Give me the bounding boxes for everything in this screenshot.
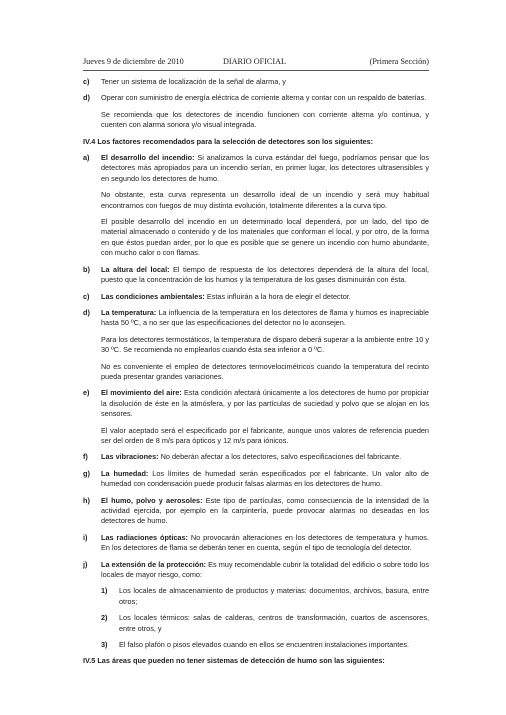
paragraph: Para los detectores termostáticos, la temperatura de disparo deberá superar a la ambiente entre 10 y 30 ºC. Se recomienda no emplearlos cuando ésta sea inferior a 0 ºC. xyxy=(101,334,429,355)
item-label: c) xyxy=(83,77,90,86)
paragraph: No es conveniente el empleo de detectores termovelocimétricos cuando la temperatura del recinto pueda presentar grandes variaciones. xyxy=(101,361,429,381)
sub-item-label: 2) xyxy=(101,613,108,623)
item-label: b) xyxy=(83,264,90,274)
factor-item xyxy=(83,292,429,302)
item-title: Las radiaciones ópticas: xyxy=(101,532,188,542)
sub-item-label: 1) xyxy=(101,586,108,596)
list-item xyxy=(83,77,429,87)
item-label: d) xyxy=(83,307,90,317)
factor-item xyxy=(83,533,429,554)
factor-item xyxy=(83,560,429,581)
factor-item xyxy=(83,452,429,462)
sub-item-text: Los locales térmicos: salas de calderas, centros de transformación, cuartos de ascensores, entre otros, y xyxy=(119,613,429,633)
list-item xyxy=(83,93,429,103)
document-body xyxy=(83,77,429,673)
sub-item-label: 3) xyxy=(101,640,108,650)
note-paragraph: Se recomienda que los detectores de incendio funcionen con corriente alterna y/o continua, y cuenten con alarma sonora y/o visual integrada. xyxy=(101,109,429,130)
paragraph: El posible desarrollo del incendio en un determinado local dependerá, por un lado, del tipo de material almacenado o contenido y de los materiales que conforman el local, y por otro, de la forma en que éstos puedan arder, por lo que es posible que se genere un incendio con humo abundante, con mucho calor o con flamas. xyxy=(101,217,429,258)
item-label: e) xyxy=(83,388,90,398)
header-rule xyxy=(83,70,429,71)
item-label: d) xyxy=(83,93,90,103)
item-label: f) xyxy=(83,452,88,462)
factor-item xyxy=(83,388,429,419)
sub-list-item xyxy=(83,640,429,650)
item-text: Esta condición afectará únicamente a los detectores de humo por propiciar la disolución de éste en la atmósfera, y por las partículas de suciedad y polvo que se alojan en los sensores. xyxy=(101,388,429,419)
item-title: La temperatura: xyxy=(101,307,157,317)
header-date: Jueves 9 de diciembre de 2010 xyxy=(83,57,184,66)
item-label: j) xyxy=(83,559,88,569)
item-text: La influencia de la temperatura en los detectores de flama y humos es inapreciable hasta 50 ºC, a no ser que las especificaciones del detector no lo aconsejen. xyxy=(101,307,429,328)
item-title: Las vibraciones: xyxy=(101,452,159,462)
item-title: Las condiciones ambientales: xyxy=(101,291,205,301)
item-title: La humedad: xyxy=(101,468,149,478)
item-text: Operar con suministro de energía eléctrica de corriente alterna y contar con un respaldo de baterías. xyxy=(101,93,427,103)
sub-list-item xyxy=(83,586,429,607)
factor-item xyxy=(83,469,429,490)
factor-item xyxy=(83,308,429,329)
header-section: (Primera Sección) xyxy=(369,57,429,66)
factor-item xyxy=(83,496,429,527)
paragraph: El valor aceptado será el especificado por el fabricante, aunque unos valores de referencia pueden ser del orden de 8 m/s para ópticos y 12 m/s para iónicos. xyxy=(101,425,429,445)
section-heading-iv5: IV.5 Las áreas que pueden no tener sistemas de detección de humo son las siguientes: xyxy=(83,656,385,666)
item-text: El tiempo de respuesta de los detectores dependerá de la altura del local, puesto que la concentración de los humos y la temperatura de los gases disminuirán con ésta. xyxy=(101,264,429,285)
factor-item xyxy=(83,265,429,286)
item-label: h) xyxy=(83,495,90,505)
item-text: Es muy recomendable cubrir la totalidad del edificio o sobre todo los locales de mayor riesgo, como: xyxy=(101,559,429,580)
item-title: El desarrollo del incendio: xyxy=(101,153,195,163)
item-label: a) xyxy=(83,153,90,163)
item-text: No provocarán alteraciones en los detectores de temperatura y humos. En los detectores de flama se deberán tener en cuenta, según el tipo de tecnología del detector. xyxy=(101,532,429,553)
item-text: Este tipo de partículas, como consecuencia de la intensidad de la actividad ejercida, por ejemplo en la carpintería, puede provocar alarmas no deseadas en los detectores de humo. xyxy=(101,495,429,526)
item-title: La extensión de la protección: xyxy=(101,559,207,569)
item-text: Estas influirán a la hora de elegir el detector. xyxy=(204,291,351,301)
page-header xyxy=(83,57,429,70)
sub-item-text: Los locales de almacenamiento de productos y materias: documentos, archivos, basura, entre otros; xyxy=(119,586,429,606)
sub-list-item xyxy=(83,613,429,634)
item-title: El humo, polvo y aerosoles: xyxy=(101,495,203,505)
item-text: No deberán afectar a los detectores, salvo especificaciones del fabricante. xyxy=(158,452,402,462)
item-label: g) xyxy=(83,468,90,478)
item-text: Tener un sistema de localización de la señal de alarma, y xyxy=(101,77,286,86)
header-publication: DIARIO OFICIAL xyxy=(223,57,286,66)
factor-item xyxy=(83,153,429,184)
item-title: La altura del local: xyxy=(101,264,170,274)
section-heading-iv4: IV.4 Los factores recomendados para la selección de detectores son los siguientes: xyxy=(83,136,374,146)
item-label: i) xyxy=(83,532,88,542)
item-text: Los límites de humedad serán especificados por el fabricante. Un valor alto de humedad con condensación puede producir falsas alarmas en los detectores de humo. xyxy=(101,468,429,489)
item-label: c) xyxy=(83,291,90,301)
item-text: Si analizamos la curva estándar del fuego, podríamos pensar que los detectores más apropiados para un incendio serían, en primer lugar, los detectores ultrasensibles y en segundo los detectores de humo. xyxy=(101,153,429,183)
sub-item-text: El falso plafón o pisos elevados cuando en ellos se encuentren instalaciones importantes. xyxy=(119,640,410,650)
paragraph: No obstante, esta curva representa un desarrollo ideal de un incendio y será muy habitual encontrarnos con fuegos de muy distinta evolución, totalmente diferentes a la curva tipo. xyxy=(101,190,429,210)
item-title: El movimiento del aire: xyxy=(101,388,182,398)
